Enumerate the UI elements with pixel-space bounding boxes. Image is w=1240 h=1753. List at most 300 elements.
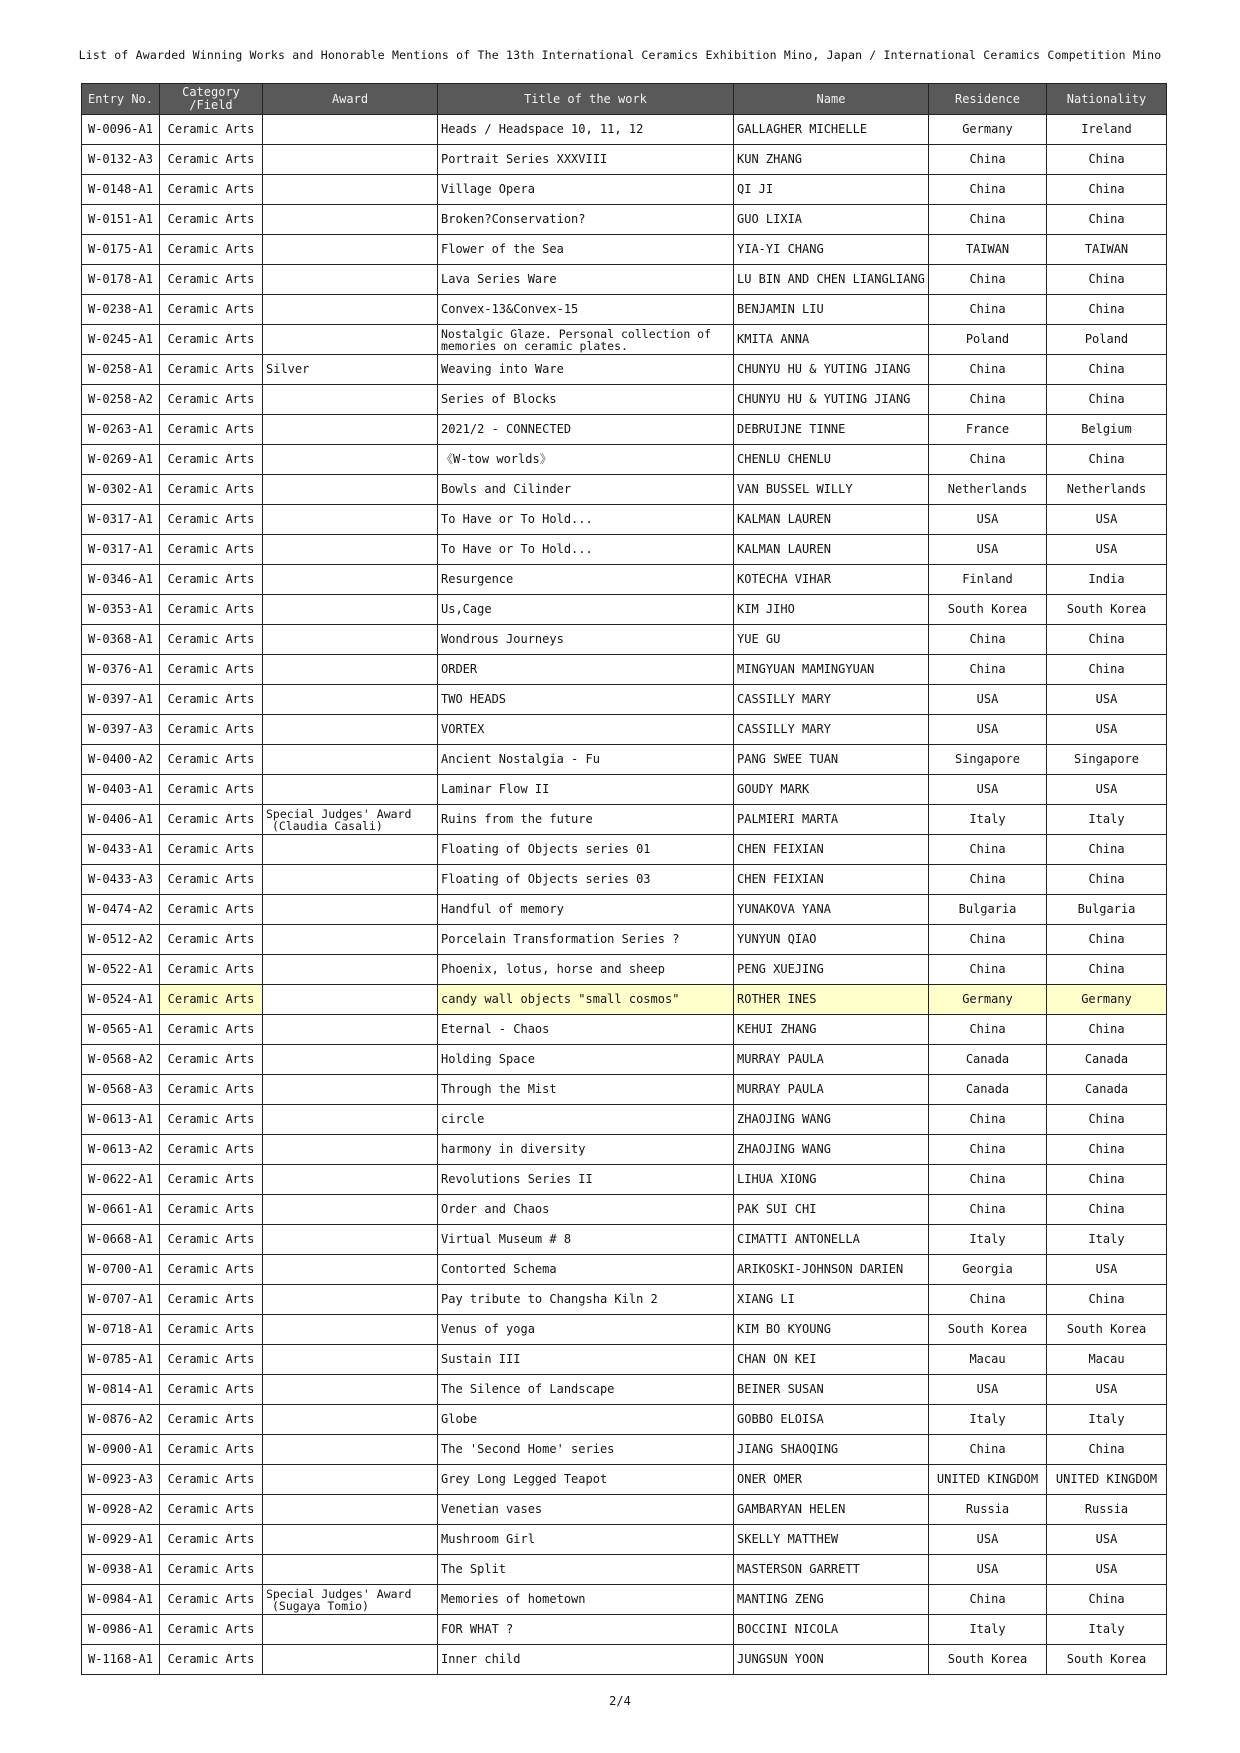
cell-nationality (1047, 625, 1167, 655)
cell-category-text: Ceramic Arts (167, 1142, 255, 1156)
cell-residence-text: China (969, 392, 1006, 406)
cell-nationality-text: USA (1095, 1262, 1118, 1276)
cell-category (160, 115, 263, 145)
cell-category (160, 205, 263, 235)
cell-title (438, 865, 734, 895)
cell-residence-text: USA (976, 782, 999, 796)
cell-residence-text: Russia (965, 1502, 1010, 1516)
cell-entry-no-text: W-0400-A2 (87, 752, 154, 766)
cell-title (438, 1615, 734, 1645)
cell-entry-no (82, 385, 160, 415)
cell-category (160, 1255, 263, 1285)
cell-name-text: KOTECHA VIHAR (737, 572, 831, 586)
cell-award (263, 1345, 438, 1375)
cell-title (438, 145, 734, 175)
cell-category-text: Ceramic Arts (167, 1412, 255, 1426)
cell-nationality-text: China (1088, 962, 1125, 976)
table-row (82, 1255, 1167, 1285)
cell-category (160, 265, 263, 295)
cell-category (160, 1045, 263, 1075)
cell-category (160, 1075, 263, 1105)
cell-entry-no-text: W-0876-A2 (87, 1412, 154, 1426)
cell-name-text: MINGYUAN MAMINGYUAN (737, 662, 875, 676)
cell-entry-no (82, 955, 160, 985)
cell-residence-text: USA (976, 512, 999, 526)
cell-title (438, 685, 734, 715)
header-nationality: Nationality (1047, 84, 1167, 115)
cell-category-text: Ceramic Arts (167, 722, 255, 736)
cell-residence-text: USA (976, 1382, 999, 1396)
cell-nationality (1047, 1555, 1167, 1585)
cell-residence-text: UNITED KINGDOM (936, 1472, 1039, 1486)
table-row (82, 1045, 1167, 1075)
cell-entry-no (82, 745, 160, 775)
cell-title (438, 895, 734, 925)
table-row (82, 1105, 1167, 1135)
header-residence: Residence (929, 84, 1047, 115)
cell-entry-no (82, 1375, 160, 1405)
cell-entry-no (82, 685, 160, 715)
cell-nationality (1047, 1375, 1167, 1405)
cell-nationality (1047, 1645, 1167, 1675)
cell-title-text: Holding Space (441, 1052, 535, 1066)
cell-residence (929, 775, 1047, 805)
cell-name-text: CIMATTI ANTONELLA (737, 1232, 860, 1246)
cell-residence (929, 1225, 1047, 1255)
cell-title-text: Handful of memory (441, 902, 564, 916)
cell-nationality (1047, 235, 1167, 265)
cell-award (263, 1285, 438, 1315)
cell-nationality (1047, 1495, 1167, 1525)
cell-residence (929, 385, 1047, 415)
cell-name (734, 1135, 929, 1165)
cell-title (438, 835, 734, 865)
cell-award-text: (Sugaya Tomio) (272, 1598, 369, 1613)
cell-entry-no-text: W-0938-A1 (87, 1562, 154, 1576)
cell-residence-text: China (969, 362, 1006, 376)
cell-nationality-text: USA (1095, 542, 1118, 556)
cell-name-text: GAMBARYAN HELEN (737, 1502, 846, 1516)
cell-name (734, 1645, 929, 1675)
cell-nationality-text: Bulgaria (1077, 902, 1136, 916)
cell-title-text: Order and Chaos (441, 1202, 550, 1216)
cell-entry-no (82, 1195, 160, 1225)
cell-title (438, 175, 734, 205)
cell-name-text: CHENLU CHENLU (737, 452, 831, 466)
cell-entry-no-text: W-0814-A1 (87, 1382, 154, 1396)
cell-title (438, 445, 734, 475)
cell-entry-no (82, 1045, 160, 1075)
cell-residence (929, 925, 1047, 955)
cell-entry-no-text: W-0376-A1 (87, 662, 154, 676)
cell-entry-no (82, 595, 160, 625)
table-row (82, 625, 1167, 655)
cell-entry-no-text: W-0245-A1 (87, 332, 154, 346)
cell-name (734, 1045, 929, 1075)
cell-award (263, 805, 438, 835)
cell-award (263, 1105, 438, 1135)
cell-nationality (1047, 1405, 1167, 1435)
cell-entry-no-text: W-0397-A1 (87, 692, 154, 706)
cell-entry-no (82, 1615, 160, 1645)
cell-category (160, 505, 263, 535)
cell-title-text: harmony in diversity (441, 1142, 586, 1156)
cell-title (438, 1255, 734, 1285)
cell-residence (929, 205, 1047, 235)
cell-title (438, 1165, 734, 1195)
cell-name (734, 1555, 929, 1585)
cell-category-text: Ceramic Arts (167, 1592, 255, 1606)
cell-residence-text: Poland (965, 332, 1010, 346)
cell-nationality (1047, 1195, 1167, 1225)
cell-award (263, 205, 438, 235)
header-name: Name (734, 84, 929, 115)
cell-nationality (1047, 745, 1167, 775)
cell-name (734, 955, 929, 985)
cell-name (734, 1345, 929, 1375)
cell-entry-no-text: W-0900-A1 (87, 1442, 154, 1456)
cell-category-text: Ceramic Arts (167, 752, 255, 766)
cell-name-text: CHEN FEIXIAN (737, 872, 824, 886)
cell-residence-text: Italy (969, 812, 1006, 826)
cell-title-text: FOR WHAT ? (441, 1622, 514, 1636)
cell-name (734, 1105, 929, 1135)
cell-residence (929, 685, 1047, 715)
table-row (82, 475, 1167, 505)
cell-title (438, 1345, 734, 1375)
cell-entry-no-text: W-0984-A1 (87, 1592, 154, 1606)
cell-award (263, 1195, 438, 1225)
cell-entry-no-text: W-0668-A1 (87, 1232, 154, 1246)
cell-name-text: LU BIN AND CHEN LIANGLIANG (737, 272, 925, 286)
cell-residence (929, 1195, 1047, 1225)
cell-category (160, 1645, 263, 1675)
cell-award (263, 595, 438, 625)
cell-entry-no (82, 655, 160, 685)
cell-title (438, 565, 734, 595)
cell-residence-text: China (969, 452, 1006, 466)
cell-entry-no (82, 1255, 160, 1285)
table-row (82, 1555, 1167, 1585)
cell-entry-no-text: W-0132-A3 (87, 152, 154, 166)
cell-category-text: Ceramic Arts (167, 1322, 255, 1336)
cell-award (263, 715, 438, 745)
cell-title (438, 1495, 734, 1525)
cell-title-text: Series of Blocks (441, 392, 557, 406)
cell-entry-no (82, 445, 160, 475)
cell-entry-no-text: W-0661-A1 (87, 1202, 154, 1216)
cell-nationality-text: China (1088, 1142, 1125, 1156)
cell-nationality-text: UNITED KINGDOM (1055, 1472, 1158, 1486)
cell-title-text: Floating of Objects series 01 (441, 842, 651, 856)
cell-entry-no (82, 1225, 160, 1255)
cell-residence (929, 985, 1047, 1015)
cell-title-text: Flower of the Sea (441, 242, 564, 256)
cell-nationality (1047, 1045, 1167, 1075)
cell-award (263, 385, 438, 415)
cell-category (160, 775, 263, 805)
cell-residence-text: Bulgaria (958, 902, 1017, 916)
cell-name-text: ROTHER INES (737, 992, 817, 1006)
cell-name (734, 1225, 929, 1255)
cell-name (734, 685, 929, 715)
cell-residence (929, 235, 1047, 265)
table-row (82, 685, 1167, 715)
cell-title (438, 955, 734, 985)
cell-title (438, 655, 734, 685)
cell-nationality-text: South Korea (1066, 1322, 1147, 1336)
cell-name-text: PANG SWEE TUAN (737, 752, 839, 766)
cell-nationality-text: Singapore (1073, 752, 1140, 766)
cell-entry-no-text: W-0613-A1 (87, 1112, 154, 1126)
cell-name (734, 985, 929, 1015)
cell-award (263, 1555, 438, 1585)
cell-residence (929, 1315, 1047, 1345)
cell-residence-text: China (969, 1442, 1006, 1456)
cell-category (160, 1345, 263, 1375)
cell-award (263, 835, 438, 865)
cell-nationality (1047, 1165, 1167, 1195)
cell-title (438, 925, 734, 955)
cell-entry-no (82, 1525, 160, 1555)
cell-nationality-text: Netherlands (1066, 482, 1147, 496)
cell-nationality-text: USA (1095, 512, 1118, 526)
cell-residence-text: Macau (969, 1352, 1006, 1366)
cell-nationality (1047, 295, 1167, 325)
cell-entry-no (82, 1135, 160, 1165)
cell-name-text: BEINER SUSAN (737, 1382, 824, 1396)
cell-name (734, 1405, 929, 1435)
cell-category (160, 1585, 263, 1615)
cell-residence-text: China (969, 932, 1006, 946)
cell-nationality-text: TAIWAN (1084, 242, 1129, 256)
cell-category (160, 835, 263, 865)
cell-title-text: Wondrous Journeys (441, 632, 564, 646)
cell-residence (929, 1405, 1047, 1435)
cell-title-text: Sustain III (441, 1352, 521, 1366)
cell-residence-text: South Korea (947, 602, 1028, 616)
cell-category-text: Ceramic Arts (167, 482, 255, 496)
cell-residence-text: China (969, 1112, 1006, 1126)
cell-nationality-text: Italy (1088, 812, 1125, 826)
cell-name (734, 535, 929, 565)
cell-category (160, 1495, 263, 1525)
cell-category-text: Ceramic Arts (167, 272, 255, 286)
cell-residence-text: China (969, 1202, 1006, 1216)
cell-title-text: The Silence of Landscape (441, 1382, 615, 1396)
cell-entry-no (82, 985, 160, 1015)
table-row (82, 1525, 1167, 1555)
cell-name (734, 835, 929, 865)
cell-nationality-text: South Korea (1066, 1652, 1147, 1666)
cell-nationality (1047, 175, 1167, 205)
cell-entry-no (82, 775, 160, 805)
cell-category-text: Ceramic Arts (167, 212, 255, 226)
cell-category (160, 415, 263, 445)
table-row (82, 325, 1167, 355)
cell-category-text: Ceramic Arts (167, 602, 255, 616)
cell-entry-no (82, 1465, 160, 1495)
cell-category-text: Ceramic Arts (167, 692, 255, 706)
cell-name-text: JUNGSUN YOON (737, 1652, 824, 1666)
cell-nationality (1047, 865, 1167, 895)
cell-residence (929, 535, 1047, 565)
cell-entry-no (82, 1405, 160, 1435)
cell-nationality (1047, 655, 1167, 685)
cell-category-text: Ceramic Arts (167, 1652, 255, 1666)
cell-nationality-text: China (1088, 1172, 1125, 1186)
cell-residence (929, 295, 1047, 325)
cell-category-text: Ceramic Arts (167, 512, 255, 526)
cell-residence-text: China (969, 842, 1006, 856)
cell-entry-no-text: W-0474-A2 (87, 902, 154, 916)
cell-category-text: Ceramic Arts (167, 1442, 255, 1456)
cell-category (160, 715, 263, 745)
cell-category-text: Ceramic Arts (167, 1382, 255, 1396)
cell-award-text: Special Judges' Award (266, 1586, 412, 1601)
cell-nationality-text: USA (1095, 1382, 1118, 1396)
cell-title-text: Memories of hometown (441, 1592, 586, 1606)
cell-title (438, 1435, 734, 1465)
cell-entry-no-text: W-0317-A1 (87, 512, 154, 526)
cell-residence (929, 325, 1047, 355)
cell-name (734, 235, 929, 265)
table-row (82, 1225, 1167, 1255)
cell-entry-no-text: W-0302-A1 (87, 482, 154, 496)
cell-residence-text: Italy (969, 1412, 1006, 1426)
cell-name (734, 1195, 929, 1225)
cell-name (734, 205, 929, 235)
cell-category (160, 1615, 263, 1645)
cell-name-text: BENJAMIN LIU (737, 302, 824, 316)
document-title: List of Awarded Winning Works and Honorable Mentions of The 13th International Ceramics Exhibition Mino, Japan / International Ceramics Competition Mino (78, 48, 1162, 62)
cell-entry-no-text: W-0148-A1 (87, 182, 154, 196)
cell-nationality-text: China (1088, 1292, 1125, 1306)
cell-title-text: Floating of Objects series 03 (441, 872, 651, 886)
cell-residence (929, 1465, 1047, 1495)
cell-award (263, 445, 438, 475)
cell-residence-text: France (965, 422, 1010, 436)
cell-category (160, 655, 263, 685)
cell-category (160, 985, 263, 1015)
cell-entry-no-text: W-1168-A1 (87, 1652, 154, 1666)
cell-name (734, 865, 929, 895)
table-row (82, 1585, 1167, 1615)
cell-award (263, 1255, 438, 1285)
cell-nationality-text: China (1088, 1112, 1125, 1126)
cell-nationality-text: China (1088, 362, 1125, 376)
cell-award (263, 925, 438, 955)
cell-residence-text: Singapore (954, 752, 1021, 766)
cell-residence (929, 1555, 1047, 1585)
cell-nationality-text: USA (1095, 722, 1118, 736)
cell-name-text: KIM JIHO (737, 602, 795, 616)
cell-name (734, 265, 929, 295)
cell-category-text: Ceramic Arts (167, 1532, 255, 1546)
cell-category-text: Ceramic Arts (167, 122, 255, 136)
cell-title-text: VORTEX (441, 722, 485, 736)
cell-nationality-text: Ireland (1081, 122, 1132, 136)
cell-name (734, 1165, 929, 1195)
cell-category (160, 1285, 263, 1315)
cell-category (160, 325, 263, 355)
cell-title (438, 235, 734, 265)
cell-category-text: Ceramic Arts (167, 1562, 255, 1576)
cell-award (263, 895, 438, 925)
cell-title-text: Us,Cage (441, 602, 492, 616)
cell-category (160, 1225, 263, 1255)
cell-nationality (1047, 1525, 1167, 1555)
cell-category (160, 1195, 263, 1225)
cell-nationality-text: Poland (1084, 332, 1129, 346)
cell-residence-text: Italy (969, 1622, 1006, 1636)
cell-title-text: Pay tribute to Changsha Kiln 2 (441, 1292, 658, 1306)
cell-category (160, 145, 263, 175)
cell-category (160, 355, 263, 385)
cell-residence-text: Georgia (962, 1262, 1013, 1276)
cell-name-text: GOBBO ELOISA (737, 1412, 824, 1426)
cell-award (263, 955, 438, 985)
cell-name (734, 625, 929, 655)
cell-nationality-text: China (1088, 1592, 1125, 1606)
cell-category-text: Ceramic Arts (167, 962, 255, 976)
cell-entry-no (82, 1555, 160, 1585)
table-row (82, 265, 1167, 295)
cell-name-text: JIANG SHAOQING (737, 1442, 839, 1456)
cell-nationality (1047, 1315, 1167, 1345)
cell-name-text: MURRAY PAULA (737, 1082, 824, 1096)
cell-title-text: TWO HEADS (441, 692, 507, 706)
cell-title (438, 205, 734, 235)
cell-residence (929, 1615, 1047, 1645)
cell-category (160, 1105, 263, 1135)
cell-award (263, 145, 438, 175)
cell-name (734, 805, 929, 835)
cell-entry-no (82, 145, 160, 175)
cell-name-text: MURRAY PAULA (737, 1052, 824, 1066)
cell-category (160, 625, 263, 655)
cell-residence (929, 955, 1047, 985)
cell-nationality-text: Germany (1081, 992, 1132, 1006)
cell-name (734, 1585, 929, 1615)
cell-residence-text: China (969, 632, 1006, 646)
cell-name (734, 1495, 929, 1525)
cell-title-text: Resurgence (441, 572, 514, 586)
cell-residence (929, 1105, 1047, 1135)
cell-award (263, 685, 438, 715)
cell-category-text: Ceramic Arts (167, 422, 255, 436)
cell-award (263, 535, 438, 565)
cell-title-text: Ruins from the future (441, 812, 593, 826)
cell-nationality (1047, 1465, 1167, 1495)
cell-award (263, 1375, 438, 1405)
cell-nationality-text: China (1088, 392, 1125, 406)
cell-residence-text: China (969, 182, 1006, 196)
cell-residence (929, 1525, 1047, 1555)
cell-entry-no (82, 805, 160, 835)
cell-residence-text: China (969, 1292, 1006, 1306)
cell-title-text: Virtual Museum # 8 (441, 1232, 572, 1246)
cell-name (734, 1465, 929, 1495)
cell-award-text: Special Judges' Award (266, 806, 412, 821)
cell-entry-no (82, 235, 160, 265)
cell-category-text: Ceramic Arts (167, 872, 255, 886)
cell-award (263, 265, 438, 295)
cell-residence (929, 865, 1047, 895)
cell-title-text: Phoenix, lotus, horse and sheep (441, 962, 665, 976)
cell-category-text: Ceramic Arts (167, 992, 255, 1006)
cell-name-text: CHEN FEIXIAN (737, 842, 824, 856)
